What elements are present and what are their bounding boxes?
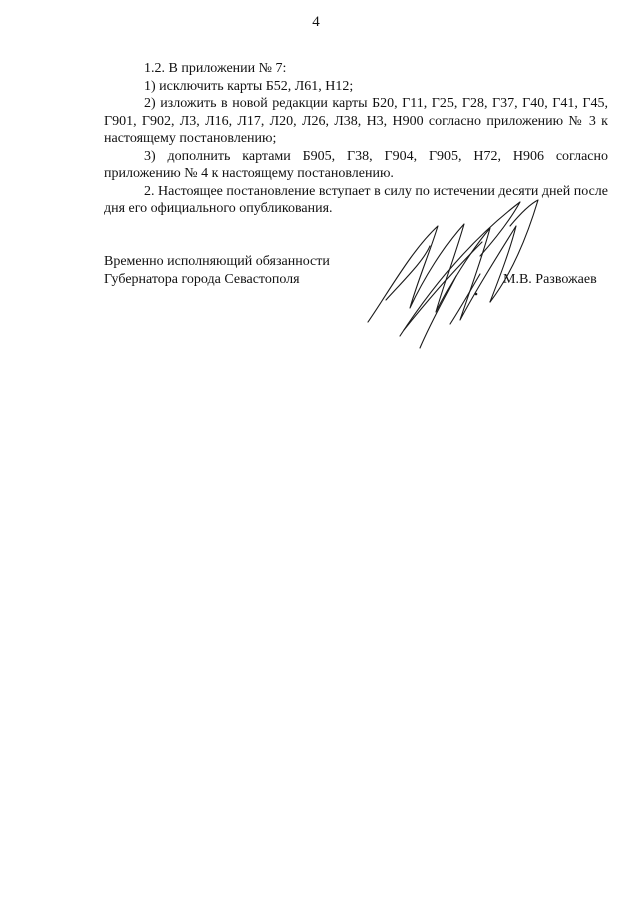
page-number: 4	[312, 14, 320, 30]
paragraph-entry-into-force: 2. Настоящее постановление вступает в силу по истечении десяти дней после дня его официального опубликования.	[104, 183, 608, 216]
signatory-position-line-1: Временно исполняющий обязанности	[104, 254, 330, 269]
signatory-name: М.В. Развожаев	[503, 272, 597, 287]
handwritten-signature	[360, 180, 550, 360]
signatory-position-line-2: Губернатора города Севастополя	[104, 272, 300, 287]
paragraph-appendix-7-heading: 1.2. В приложении № 7:	[144, 61, 287, 76]
paragraph-exclude-maps: 1) исключить карты Б52, Л61, Н12;	[144, 78, 354, 94]
paragraph-new-edition-maps: 2) изложить в новой редакции карты Б20, Г11, Г25, Г28, Г37, Г40, Г41, Г45, Г901, Г902, Л3, Л16, Л17, Л20, Л26, Л38, Н3, Н900 согласно приложению № 3 к настоящему постановлению;	[104, 96, 608, 146]
signatory-position	[104, 253, 330, 289]
paragraph-add-maps: 3) дополнить картами Б905, Г38, Г904, Г905, Н72, Н906 согласно приложению № 4 к настоящему постановлению.	[104, 148, 608, 181]
